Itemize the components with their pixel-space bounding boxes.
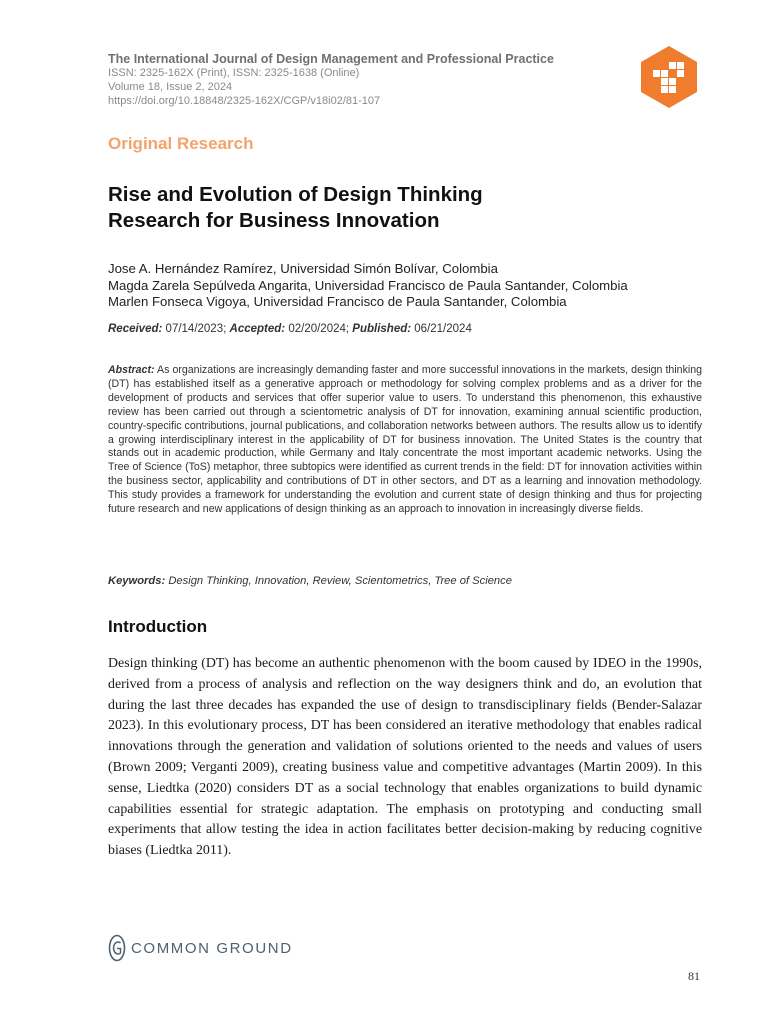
author-2: Magda Zarela Sepúlveda Angarita, Universidad Francisco de Paula Santander, Colombia xyxy=(108,277,628,293)
section-label: Original Research xyxy=(108,134,254,153)
common-ground-logo-icon xyxy=(108,934,126,962)
accepted-date: 02/20/2024; xyxy=(288,323,350,335)
journal-header xyxy=(108,52,648,108)
title-line-1: Rise and Evolution of Design Thinking xyxy=(108,183,483,206)
abstract xyxy=(108,364,702,517)
received-label: Received: xyxy=(108,323,163,335)
publisher-logo xyxy=(108,933,293,963)
keywords xyxy=(108,575,512,587)
publisher-name: COMMON GROUND xyxy=(131,939,293,957)
keywords-label: Keywords: xyxy=(108,575,166,587)
doi-link[interactable]: https://doi.org/10.18848/2325-162X/CGP/v18i02/81-107 xyxy=(108,95,381,107)
introduction-paragraph: Design thinking (DT) has become an authentic phenomenon with the boom caused by IDEO in the 1990s, derived from a process of analysis and reflection on the way designers think and do, an evolution that during the last three decades has expanded the use of design to transdisciplinary fields (Bender-Salazar 2023). In this evolutionary process, DT has been considered an iterative methodology that enables radical innovations through the generation and validation of solutions oriented to the needs and values of users (Brown 2009; Verganti 2009), creating business value and competitive advantages (Martin 2009). In this sense, Liedtka (2020) considers DT as a social technology that enables organizations to build dynamic capabilities essential for strategic adaptation. The emphasis on prototyping and conducting small experiments that allow testing the idea in action facilitates better decision-making by reducing cognitive biases (Liedtka 2011). xyxy=(108,656,702,859)
page-number: 81 xyxy=(688,969,700,983)
published-label: Published: xyxy=(352,323,412,335)
keywords-text: Design Thinking, Innovation, Review, Scientometrics, Tree of Science xyxy=(168,575,512,587)
author-3: Marlen Fonseca Vigoya, Universidad Francisco de Paula Santander, Colombia xyxy=(108,294,567,309)
published-date: 06/21/2024 xyxy=(414,323,472,335)
publication-dates xyxy=(108,323,472,335)
issn-line: ISSN: 2325-162X (Print), ISSN: 2325-1638 (Online) xyxy=(108,67,360,79)
author-list xyxy=(108,261,708,311)
abstract-label: Abstract: xyxy=(108,364,155,376)
abstract-text: As organizations are increasingly demanding faster and more successful innovations in the markets, design thinking (DT) has established itself as a generative approach or methodology for solving complex problems and as a driver for the development of products and services that offer superior value to users. To understand this phenomenon, this exhaustive review has been carried out through a scientometric analysis of DT for innovation, examining annual scientific production, country-specific contributions, journal publications, and collaboration networks between authors. The results allow us to identify a growing interdisciplinary interest in the applicability of DT for business innovation. The United States is the country that stands out in academic production, while Germany and Italy concentrate the most important academic networks. Using the Tree of Science (ToS) metaphor, three subtopics were identified as current trends in the field: DT for innovation activities within the business sector, applicability and contributions of DT in other sectors, and DT as a learning and innovation methodology. This study provides a framework for understanding the evolution and current state of design thinking and thus for projecting future research and new applications of design thinking as an approach to innovation in increasingly diverse fields. xyxy=(108,364,703,516)
received-date: 07/14/2023; xyxy=(165,323,227,335)
article-title xyxy=(108,182,648,234)
hexagon-pixel-logo-icon xyxy=(639,45,699,109)
author-1: Jose A. Hernández Ramírez, Universidad Simón Bolívar, Colombia xyxy=(108,261,498,276)
volume-line: Volume 18, Issue 2, 2024 xyxy=(108,81,233,93)
journal-title: The International Journal of Design Management and Professional Practice xyxy=(108,52,554,66)
accepted-label: Accepted: xyxy=(229,323,286,335)
introduction-heading: Introduction xyxy=(108,617,208,636)
title-line-2: Research for Business Innovation xyxy=(108,209,440,232)
